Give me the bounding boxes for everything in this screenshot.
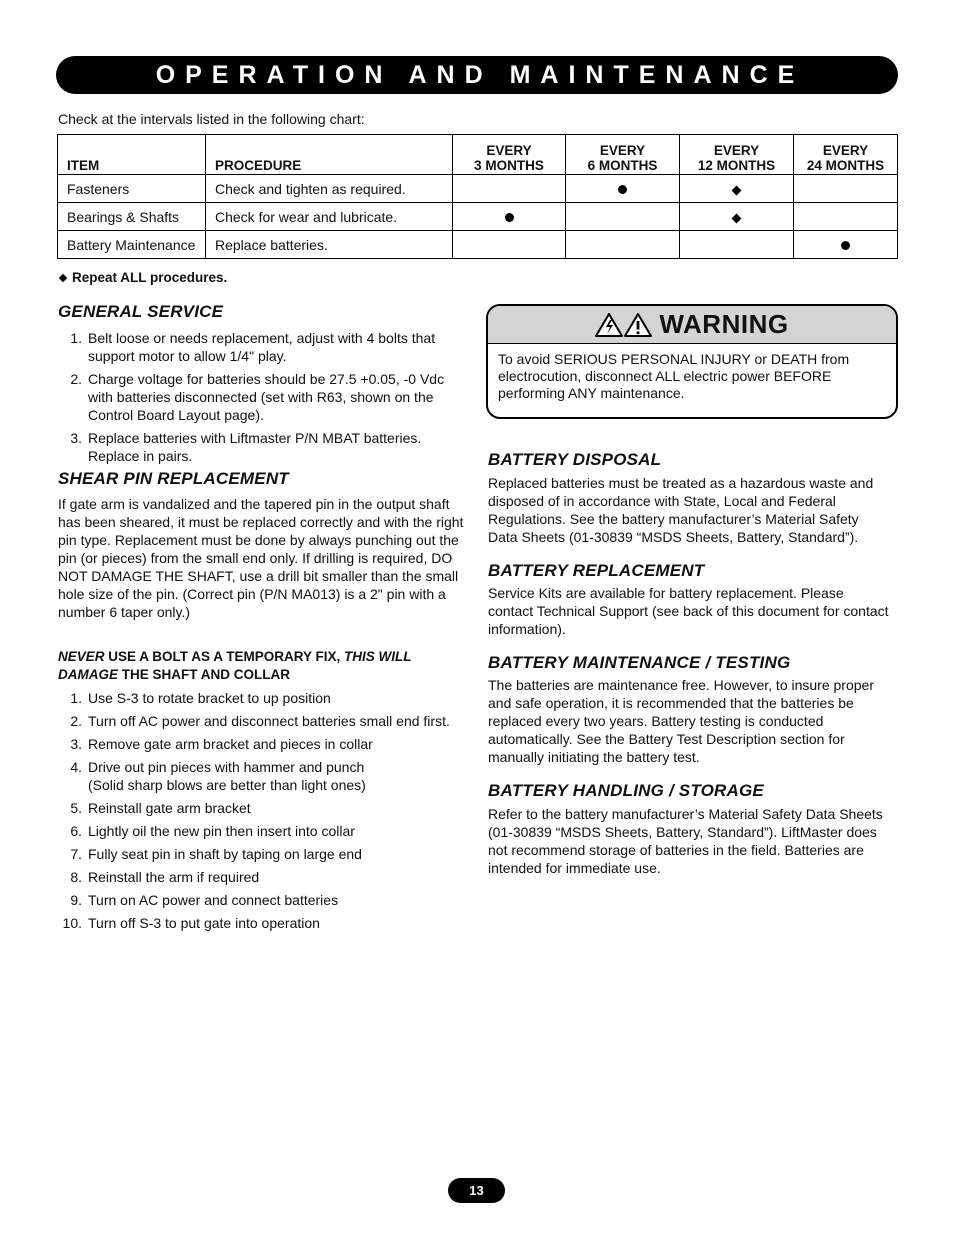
list-number: 7. (70, 846, 82, 862)
interval-cell (680, 175, 794, 203)
intro-text: Check at the intervals listed in the following chart: (58, 111, 365, 127)
list-number: 1. (70, 330, 82, 346)
battery-disposal-heading: BATTERY DISPOSAL (488, 450, 662, 469)
list-number: 3. (70, 430, 82, 446)
item-cell: Fasteners (58, 175, 206, 203)
battery-maintenance-text: The batteries are maintenance free. However, to insure proper and safe operation, it is recommended that the batteries be replaced every two years. Battery testing is conducted automatically. See the Battery Test Description section for manually initiating the battery test. (488, 677, 874, 765)
list-item (58, 799, 468, 817)
shear-pin-heading: SHEAR PIN REPLACEMENT (58, 469, 289, 488)
page-number (448, 1178, 505, 1203)
item-cell: Bearings & Shafts (58, 203, 206, 231)
battery-handling-text: Refer to the battery manufacturer’s Material Safety Data Sheets (01-30839 “MSDS Sheets, Battery, Standard”). LiftMaster does not recommend storage of batteries in the field. Batteries are intended for immediate use. (488, 806, 883, 876)
list-item-text: Reinstall the arm if required (88, 869, 260, 885)
interval-cell (566, 203, 680, 231)
battery-disposal-text: Replaced batteries must be treated as a hazardous waste and disposed of in accordance with State, Local and Federal Regulations. See the battery manufacturer’s Material Safety Data Sheets (01-30839 “MSDS Sheets, Battery, Standard”). (488, 475, 874, 545)
list-item (58, 329, 458, 365)
interval-cell (794, 203, 898, 231)
warning-header (488, 306, 896, 344)
diamond-marker-icon (732, 213, 742, 223)
warning-title: WARNING (659, 309, 789, 339)
list-item-text: Belt loose or needs replacement, adjust with 4 bolts that support motor to allow 1/4" play. (88, 330, 436, 364)
list-item-text: Charge voltage for batteries should be 27.5 +0.05, -0 Vdc with batteries disconnected (set with R63, shown on the Control Board Layout page). (88, 371, 445, 423)
list-item (58, 868, 468, 886)
warning-box (486, 304, 898, 419)
battery-replacement-heading: BATTERY REPLACEMENT (488, 561, 705, 580)
col-header-24-months: EVERY 24 MONTHS (794, 135, 898, 175)
list-item-text: Use S-3 to rotate bracket to up position (88, 690, 331, 706)
diamond-bullet-icon (59, 274, 67, 282)
page-title: OPERATION AND MAINTENANCE (155, 60, 805, 89)
table-header-row (58, 135, 898, 175)
dot-marker-icon (505, 213, 514, 222)
list-item (58, 689, 468, 707)
list-number: 1. (70, 690, 82, 706)
table-row (58, 175, 898, 203)
list-item-text: Replace batteries with Liftmaster P/N MBAT batteries. Replace in pairs. (88, 430, 422, 464)
interval-cell (453, 203, 566, 231)
list-item-text: Fully seat pin in shaft by taping on large end (88, 846, 362, 862)
interval-cell (566, 175, 680, 203)
battery-handling-heading: BATTERY HANDLING / STORAGE (488, 781, 764, 800)
list-item-text: Drive out pin pieces with hammer and punch (Solid sharp blows are better than light ones) (88, 759, 366, 793)
interval-cell (566, 231, 680, 259)
col-header-6-months: EVERY 6 MONTHS (566, 135, 680, 175)
procedure-cell: Replace batteries. (206, 231, 453, 259)
list-number: 3. (70, 736, 82, 752)
list-item-text: Turn off AC power and disconnect batteries small end first. (88, 713, 450, 729)
list-item (58, 891, 468, 909)
this-will-damage-text: THIS WILL DAMAGE (58, 649, 412, 682)
never-text-2: THE SHAFT AND COLLAR (118, 667, 290, 682)
col-header-3-months: EVERY 3 MONTHS (453, 135, 566, 175)
maintenance-schedule-table (57, 134, 898, 259)
dot-marker-icon (618, 185, 627, 194)
list-item-text: Turn off S-3 to put gate into operation (88, 915, 320, 931)
list-item-text: Turn on AC power and connect batteries (88, 892, 339, 908)
interval-cell (794, 175, 898, 203)
table-row (58, 231, 898, 259)
col-header-12-months: EVERY 12 MONTHS (680, 135, 794, 175)
interval-cell (680, 231, 794, 259)
col-header-item: ITEM (58, 135, 206, 175)
warning-triangle-icons (595, 312, 653, 338)
warning-text: To avoid SERIOUS PERSONAL INJURY or DEATH from electrocution, disconnect ALL electric power BEFORE performing ANY maintenance. (498, 351, 850, 401)
list-item (58, 370, 458, 424)
list-number: 2. (70, 371, 82, 387)
list-number: 5. (70, 800, 82, 816)
page-title-banner (56, 56, 898, 94)
battery-maintenance-heading: BATTERY MAINTENANCE / TESTING (488, 653, 791, 672)
list-number: 4. (70, 759, 82, 775)
never-word: NEVER (58, 649, 105, 664)
list-item-text: Reinstall gate arm bracket (88, 800, 251, 816)
list-item (58, 845, 468, 863)
interval-cell (794, 231, 898, 259)
list-item-text: Remove gate arm bracket and pieces in collar (88, 736, 373, 752)
procedure-cell: Check for wear and lubricate. (206, 203, 453, 231)
diamond-marker-icon (732, 185, 742, 195)
shear-pin-steps-list (58, 689, 468, 937)
list-number: 8. (70, 869, 82, 885)
repeat-note-text: Repeat ALL procedures. (72, 270, 228, 285)
list-item (58, 758, 468, 794)
battery-replacement-text: Service Kits are available for battery replacement. Please contact Technical Support (see back of this document for contact information). (488, 585, 889, 637)
interval-cell (680, 203, 794, 231)
interval-cell (453, 231, 566, 259)
page-number-text: 13 (469, 1183, 484, 1198)
never-text-1: USE A BOLT AS A TEMPORARY FIX, (104, 649, 345, 664)
interval-cell (453, 175, 566, 203)
general-service-heading: GENERAL SERVICE (58, 302, 224, 321)
never-bolt-warning (58, 648, 458, 684)
list-item-text: Lightly oil the new pin then insert into collar (88, 823, 355, 839)
list-number: 2. (70, 713, 82, 729)
procedure-cell: Check and tighten as required. (206, 175, 453, 203)
table-row (58, 203, 898, 231)
col-header-procedure: PROCEDURE (206, 135, 453, 175)
list-item (58, 735, 468, 753)
list-number: 10. (62, 915, 82, 931)
list-item (58, 429, 458, 465)
list-item (58, 914, 468, 932)
item-cell: Battery Maintenance (58, 231, 206, 259)
list-item (58, 822, 468, 840)
repeat-note (58, 270, 227, 285)
list-item (58, 712, 468, 730)
list-number: 9. (70, 892, 82, 908)
list-number: 6. (70, 823, 82, 839)
shear-pin-text: If gate arm is vandalized and the tapered pin in the output shaft has been sheared, it must be replaced correctly and with the right pin type. Replacement must be done by always punching out the pin (or pieces) from the small end only. If drilling is required, DO NOT DAMAGE THE SHAFT, use a drill bit smaller than the small hole size of the pin. (Correct pin (P/N MA013) is a 2" pin with a number 6 taper only.) (58, 496, 464, 620)
general-service-list (58, 329, 458, 470)
dot-marker-icon (841, 241, 850, 250)
